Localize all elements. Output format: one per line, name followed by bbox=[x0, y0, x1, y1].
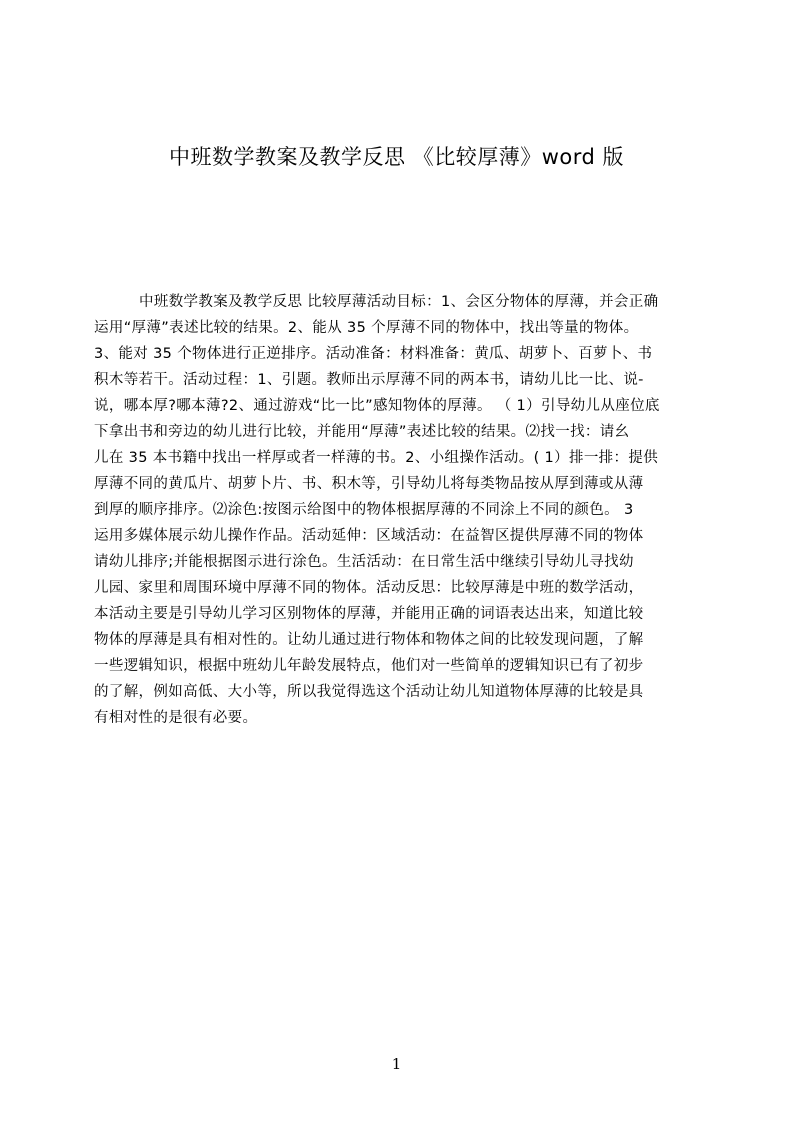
body-line: 有相对性的是很有必要。 bbox=[94, 710, 258, 726]
document-title: 中班数学教案及教学反思 《比较厚薄》word 版 bbox=[169, 145, 624, 169]
body-line: 运用“厚薄”表述比较的结果。2、能从 35 个厚薄不同的物体中，找出等量的物体。 bbox=[94, 320, 639, 336]
body-line: 积木等若干。活动过程：1、引题。教师出示厚薄不同的两本书，请幼儿比一比、说- bbox=[94, 372, 644, 388]
body-line: 说，哪本厚?哪本薄?2、通过游戏“比一比”感知物体的厚薄。 （ 1）引导幼儿从座位底 bbox=[94, 398, 660, 414]
body-line: 运用多媒体展示幼儿操作作品。活动延伸：区域活动：在益智区提供厚薄不同的物体 bbox=[94, 528, 644, 544]
body-line: 儿园、家里和周围环境中厚薄不同的物体。活动反思：比较厚薄是中班的数学活动， bbox=[94, 580, 644, 596]
body-line: 3、能对 35 个物体进行正逆排序。活动准备：材料准备：黄瓜、胡萝卜、百萝卜、书 bbox=[94, 346, 653, 362]
body-line: 下拿出书和旁边的幼儿进行比较，并能用“厚薄”表述比较的结果。⑵找一找：请幺 bbox=[94, 424, 630, 440]
body-line: 一些逻辑知识，根据中班幼儿年龄发展特点，他们对一些简单的逻辑知识已有了初步 bbox=[94, 658, 644, 674]
page-number: 1 bbox=[391, 1055, 402, 1073]
body-line: 本活动主要是引导幼儿学习区别物体的厚薄，并能用正确的词语表达出来，知道比较 bbox=[94, 606, 644, 622]
body-line: 物体的厚薄是具有相对性的。让幼儿通过进行物体和物体之间的比较发现问题，了解 bbox=[94, 632, 644, 648]
body-line: 厚薄不同的黄瓜片、胡萝卜片、书、积木等，引导幼儿将每类物品按从厚到薄或从薄 bbox=[94, 476, 644, 492]
body-line: 到厚的顺序排序。⑵涂色:按图示给图中的物体根据厚薄的不同涂上不同的颜色。 3 bbox=[94, 502, 634, 518]
document-body bbox=[94, 289, 699, 731]
body-line: 的了解，例如高低、大小等，所以我觉得选这个活动让幼儿知道物体厚薄的比较是具 bbox=[94, 684, 644, 700]
body-line: 中班数学教案及教学反思 比较厚薄活动目标：1、会区分物体的厚薄，并会正确 bbox=[139, 294, 659, 310]
body-line: 儿在 35 本书籍中找出一样厚或者一样薄的书。2、小组操作活动。( 1）排一排：提供 bbox=[94, 450, 659, 466]
body-line: 请幼儿排序;并能根据图示进行涂色。生活活动：在日常生活中继续引导幼儿寻找幼 bbox=[94, 554, 634, 570]
